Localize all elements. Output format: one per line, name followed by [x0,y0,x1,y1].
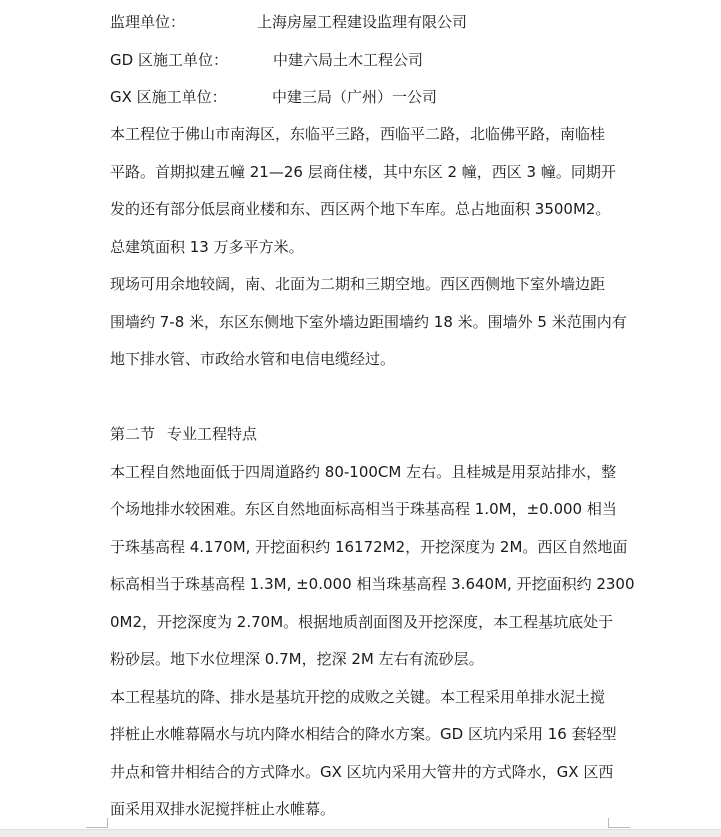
crop-mark-right-horizontal [608,827,630,828]
paragraph3-line: 标高相当于珠基高程 1.3M, ±0.000 相当珠基高程 3.640M, 开挖面积约 2300 [110,575,635,593]
paragraph2-line: 围墙约 7-8 米，东区东侧地下室外墙边距围墙约 18 米。围墙外 5 米范围内有 [110,313,627,331]
paragraph4-line: 面采用双排水泥搅拌桩止水帷幕。 [110,800,336,818]
paragraph2-line: 现场可用余地较阔，南、北面为二期和三期空地。西区西侧地下室外墙边距 [110,275,606,293]
paragraph3-line: 个场地排水较困难。东区自然地面标高相当于珠基高程 1.0M，±0.000 相当 [110,500,617,518]
crop-mark-right-vertical [608,818,609,828]
gd-contractor-label: GD 区施工单位： [110,51,228,69]
gx-contractor-label: GX 区施工单位： [110,88,227,106]
gx-contractor-row [110,86,438,108]
section-number: 第二节 [110,425,156,443]
crop-mark-left-horizontal [86,827,108,828]
supervisor-row [110,11,468,33]
section-title: 专业工程特点 [167,425,258,443]
paragraph1-line: 发的还有部分低层商业楼和东、西区两个地下车库。总占地面积 3500M2。 [110,200,611,218]
section-heading [110,423,257,445]
paragraph3-line: 0M2，开挖深度为 2.70M。根据地质剖面图及开挖深度，本工程基坑底处于 [110,613,614,631]
paragraph3-line: 于珠基高程 4.170M, 开挖面积约 16172M2，开挖深度为 2M。西区自然地面 [110,538,628,556]
supervisor-value: 上海房屋工程建设监理有限公司 [257,13,468,31]
paragraph1-line: 平路。首期拟建五幢 21—26 层商住楼，其中东区 2 幢，西区 3 幢。同期开 [110,163,616,181]
gd-contractor-row [110,49,424,71]
paragraph3-line: 本工程自然地面低于四周道路约 80-100CM 左右。且桂城是用泵站排水，整 [110,463,617,481]
gx-contractor-value: 中建三局（广州）一公司 [272,88,438,106]
supervisor-label: 监理单位： [110,13,186,31]
paragraph2-line: 地下排水管、市政给水管和电信电缆经过。 [110,350,396,368]
paragraph4-line: 井点和管井相结合的方式降水。GX 区坑内采用大管井的方式降水，GX 区西 [110,763,614,781]
paragraph1-line: 总建筑面积 13 万多平方米。 [110,238,304,256]
paragraph3-line: 粉砂层。地下水位埋深 0.7M，挖深 2M 左右有流砂层。 [110,650,484,668]
paragraph1-line: 本工程位于佛山市南海区，东临平三路，西临平二路，北临佛平路，南临桂 [110,125,606,143]
paragraph4-line: 拌桩止水帷幕隔水与坑内降水相结合的降水方案。GD 区坑内采用 16 套轻型 [110,725,617,743]
gd-contractor-value: 中建六局土木工程公司 [273,51,424,69]
paragraph4-line: 本工程基坑的降、排水是基坑开挖的成败之关键。本工程采用单排水泥土搅 [110,688,606,706]
crop-mark-left-vertical [107,818,108,828]
